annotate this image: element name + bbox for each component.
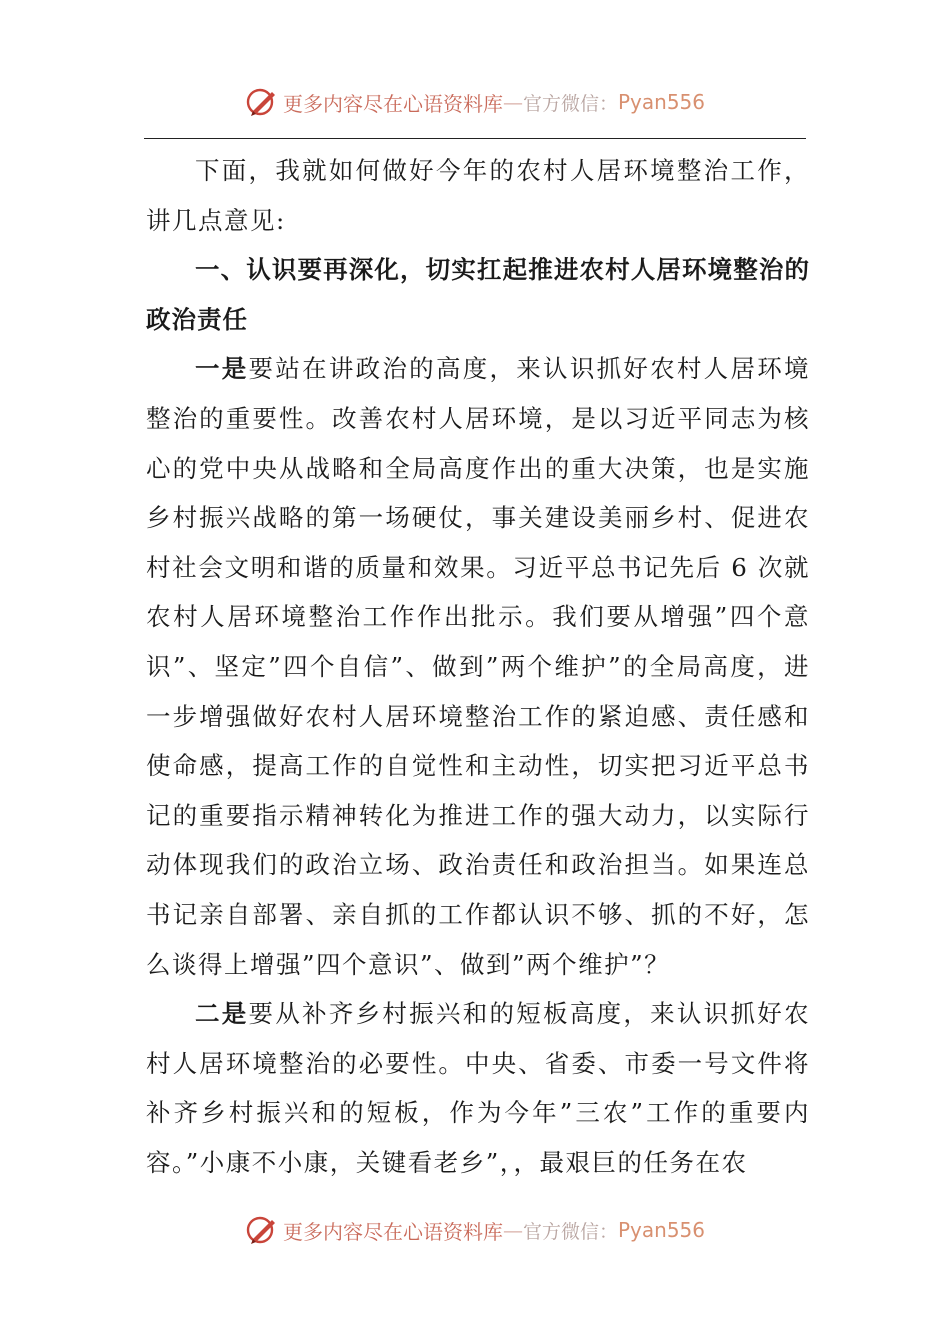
document-body [146,146,810,1187]
pen-logo-icon [245,85,279,119]
wechat-id: Pyan556 [618,1218,706,1242]
site-text: 更多内容尽在心语资料库 [282,91,503,116]
header-rule [144,138,806,139]
wechat-label: 官方微信： [522,92,618,115]
pen-logo-icon [245,1213,279,1247]
point-two-paragraph [146,989,810,1187]
wechat-id: Pyan556 [618,90,706,114]
intro-paragraph: 下面，我就如何做好今年的农村人居环境整治工作，讲几点意见: [146,156,810,235]
site-text: 更多内容尽在心语资料库 [282,1219,503,1244]
footer-watermark [0,1210,950,1250]
point-one-text: 要站在讲政治的高度，来认识抓好农村人居环境整治的重要性。改善农村人居环境，是以习近平同志为核心的党中央从战略和全局高度作出的重大决策，也是实施乡村振兴战略的第一场硬仗，事关建设美丽乡村、促进农村社会文明和谐的质量和效果。习近平总书记先后 6 次就农村人居环境整治工作作出批示。我们要从增强”四个意识”、坚定”四个自信”、做到”两个维护”的全局高度，进一步增强做好农村人居环境整治工作的紧迫感、责任感和使命感，提高工作的自觉性和主动性，切实把习近平总书记的重要指示精神转化为推进工作的强大动力，以实际行动体现我们的政治立场、政治责任和政治担当。如果连总书记亲自部署、亲自抓的工作都认识不够、抓的不好，怎么谈得上增强”四个意识”、做到”两个维护”？ [146,354,810,979]
point-one-lead: 一是 [195,354,249,384]
header-watermark [0,82,950,122]
point-two-text: 要从补齐乡村振兴和的短板高度，来认识抓好农村人居环境整治的必要性。中央、省委、市委一号文件将补齐乡村振兴和的短板，作为今年”三农”工作的重要内容。”小康不小康，关键看老乡”，，最艰巨的任务在农 [146,999,810,1177]
separator: — [502,1218,523,1242]
point-two-lead: 二是 [195,999,249,1029]
section-heading: 一、认识要再深化，切实扛起推进农村人居环境整治的政治责任 [146,255,810,334]
separator: — [502,90,523,114]
point-one-paragraph [146,344,810,989]
wechat-label: 官方微信： [522,1220,618,1243]
